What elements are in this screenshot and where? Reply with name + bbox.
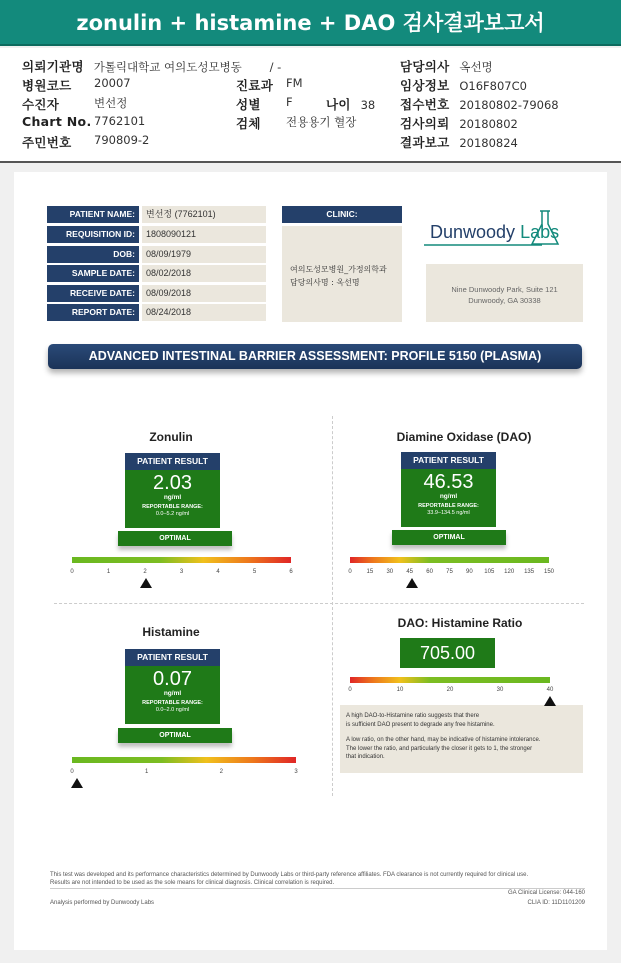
receive-date-value: 08/09/2018 bbox=[142, 285, 266, 302]
dao-value: 46.53 bbox=[423, 471, 474, 493]
logo-labs: Labs bbox=[520, 222, 560, 242]
zonulin-title: Zonulin bbox=[149, 430, 193, 444]
requisition-id-value: 1808090121 bbox=[142, 226, 266, 243]
requesting-org: 가톨릭대학교 여의도성모병동 bbox=[93, 60, 242, 74]
label-resident-no: 주민번호 bbox=[22, 135, 72, 150]
ratio-tick-label: 30 bbox=[496, 687, 504, 693]
dao-tick-label: 75 bbox=[446, 569, 453, 575]
sample-date-label: SAMPLE DATE: bbox=[47, 265, 139, 282]
chart-no: 7762101 bbox=[94, 114, 146, 128]
histamine-result-label: PATIENT RESULT bbox=[125, 649, 220, 666]
sample-date-value: 08/02/2018 bbox=[142, 265, 266, 282]
report-date-value: 08/24/2018 bbox=[142, 304, 266, 321]
zonulin-result-label: PATIENT RESULT bbox=[125, 453, 220, 470]
zonulin-tick-label: 5 bbox=[252, 569, 257, 575]
patient: 변선정 bbox=[94, 96, 128, 110]
label-requesting-org: 의뢰기관명 bbox=[22, 59, 84, 74]
histamine-tick-label: 0 bbox=[70, 769, 74, 775]
histamine-value: 0.07 bbox=[153, 668, 192, 690]
ratio-range-bar bbox=[350, 677, 550, 683]
dao-tick-label: 105 bbox=[484, 569, 495, 575]
sex: F bbox=[286, 95, 293, 109]
label-request-date: 검사의뢰 bbox=[400, 116, 450, 131]
dao-tick-label: 30 bbox=[386, 569, 394, 575]
dao-result-box bbox=[401, 469, 496, 527]
dao-tick-label: 135 bbox=[524, 569, 535, 575]
ratio-explanation bbox=[340, 705, 583, 773]
zonulin-result-box bbox=[125, 470, 220, 528]
ratio-tick-label: 10 bbox=[396, 687, 404, 693]
receive-date-label: RECEIVE DATE: bbox=[47, 285, 139, 302]
ratio-tick-label: 20 bbox=[446, 687, 454, 693]
accession: 20180802-79068 bbox=[459, 98, 559, 112]
histamine-tick-label: 3 bbox=[294, 769, 298, 775]
ratio-value: 705.00 bbox=[400, 638, 495, 668]
flask-icon bbox=[530, 208, 560, 248]
zonulin-range-label: REPORTABLE RANGE: bbox=[142, 504, 203, 510]
horizontal-divider bbox=[54, 603, 584, 604]
specimen: 전용용기 혈장 bbox=[286, 115, 357, 129]
ratio-title: DAO: Histamine Ratio bbox=[397, 616, 523, 630]
patient-name-label: PATIENT NAME: bbox=[47, 206, 139, 223]
dao-tick-label: 60 bbox=[426, 569, 433, 575]
ratio-note-3: A low ratio, on the other hand, may be indicative of histamine intolerance. bbox=[346, 737, 541, 743]
zonulin-range-bar bbox=[72, 557, 291, 563]
resident-no: 790809-2 bbox=[94, 133, 150, 147]
label-patient: 수진자 bbox=[22, 97, 60, 112]
zonulin-tick-label: 4 bbox=[216, 569, 220, 575]
label-clinical-info: 임상정보 bbox=[400, 78, 450, 93]
disclaimer-line-2: Results are not intended to be used as the sole means for clinical diagnosis. Clinical correlation is required. bbox=[50, 880, 335, 886]
clinic-physician: 담당의사명 : 옥선명 bbox=[290, 278, 360, 287]
ratio-tick-label: 40 bbox=[546, 687, 554, 693]
histamine-tick-label: 1 bbox=[144, 769, 149, 775]
dao-result-marker-icon bbox=[406, 578, 418, 588]
request-date: 20180802 bbox=[459, 117, 518, 131]
report-date-label: REPORT DATE: bbox=[47, 304, 139, 321]
zonulin-tick-label: 1 bbox=[106, 569, 111, 575]
lab-address-line1: Nine Dunwoody Park, Suite 121 bbox=[451, 285, 558, 294]
dao-range: 33.9–134.5 ng/ml bbox=[427, 510, 470, 516]
clinic-box bbox=[282, 226, 402, 322]
disclaimer bbox=[50, 871, 590, 887]
disclaimer-line-1: This test was developed and its performance characteristics determined by Dunwoody Labs or third-party reference affiliates. FDA clearance is not currently required for clinical use. bbox=[50, 872, 529, 878]
zonulin-tick-label: 2 bbox=[143, 569, 147, 575]
dao-title: Diamine Oxidase (DAO) bbox=[396, 430, 532, 444]
label-hospital-code: 병원코드 bbox=[22, 78, 72, 93]
label-physician: 담당의사 bbox=[400, 59, 450, 74]
label-report-date: 결과보고 bbox=[400, 135, 450, 150]
dao-tick-label: 120 bbox=[504, 569, 515, 575]
histamine-result-box bbox=[125, 666, 220, 724]
lab-address bbox=[426, 264, 583, 322]
clinic-name: 여의도성모병원_가정의학과 bbox=[290, 265, 387, 274]
clinic-label: CLINIC: bbox=[282, 206, 402, 223]
lab-address-line2: Dunwoody, GA 30338 bbox=[468, 296, 541, 305]
hospital-code: 20007 bbox=[94, 76, 131, 90]
histamine-tick-label: 2 bbox=[219, 769, 223, 775]
zonulin-range: 0.0–5.2 ng/ml bbox=[155, 511, 190, 517]
ratio-tick-label: 0 bbox=[348, 687, 352, 693]
zonulin-value: 2.03 bbox=[153, 472, 192, 494]
label-sex: 성별 bbox=[236, 97, 261, 112]
dao-tick-label: 45 bbox=[406, 569, 414, 575]
zonulin-tick-label: 3 bbox=[179, 569, 184, 575]
label-chart-no: Chart No. bbox=[22, 114, 92, 129]
dao-range-bar bbox=[350, 557, 549, 563]
ratio-note-4: The lower the ratio, and particularly the closer it gets to 1, the stronger bbox=[346, 745, 533, 752]
assessment-banner: ADVANCED INTESTINAL BARRIER ASSESSMENT: PROFILE 5150 (PLASMA) bbox=[48, 344, 582, 369]
ratio-note-1: A high DAO-to-Histamine ratio suggests that there bbox=[346, 713, 480, 719]
report-title: zonulin + histamine + DAO 검사결과보고서 bbox=[0, 0, 621, 46]
vertical-divider bbox=[332, 416, 333, 796]
histamine-result-marker-icon bbox=[71, 778, 83, 788]
dao-tick-label: 150 bbox=[543, 569, 555, 575]
zonulin-status: OPTIMAL bbox=[118, 531, 232, 546]
age: 38 bbox=[360, 98, 376, 112]
ga-license: GA Clinical License: 044-160 bbox=[507, 890, 585, 896]
histamine-status: OPTIMAL bbox=[118, 728, 232, 743]
label-department: 진료과 bbox=[236, 78, 274, 93]
ratio-note-2: is sufficient DAO present to degrade any free histamine. bbox=[346, 721, 495, 728]
label-age: 나이 bbox=[326, 97, 351, 112]
lab-report-page bbox=[14, 172, 607, 950]
histamine-range-bar bbox=[72, 757, 296, 763]
histamine-range-label: REPORTABLE RANGE: bbox=[142, 700, 203, 706]
dao-tick-label: 0 bbox=[348, 569, 352, 575]
dob-label: DOB: bbox=[47, 246, 139, 263]
dob-value: 08/09/1979 bbox=[142, 246, 266, 263]
analysis-performed: Analysis performed by Dunwoody Labs bbox=[50, 900, 155, 906]
requisition-id-label: REQUISITION ID: bbox=[47, 226, 139, 243]
clinical-info: O16F807C0 bbox=[459, 79, 527, 93]
label-accession: 접수번호 bbox=[400, 97, 450, 112]
label-specimen: 검체 bbox=[236, 116, 261, 131]
zonulin-unit: ng/ml bbox=[163, 494, 182, 501]
dao-result-label: PATIENT RESULT bbox=[401, 452, 496, 469]
request-header bbox=[0, 48, 621, 163]
ratio-result-marker-icon bbox=[544, 696, 556, 706]
histamine-range: 0.0–2.0 ng/ml bbox=[155, 707, 190, 713]
logo-name: Dunwoody bbox=[430, 222, 516, 242]
zonulin-tick-label: 0 bbox=[70, 569, 74, 575]
patient-name-value: 변선정 (7762101) bbox=[142, 206, 266, 223]
dao-range-label: REPORTABLE RANGE: bbox=[418, 503, 479, 509]
dao-tick-label: 15 bbox=[366, 569, 374, 575]
dao-status: OPTIMAL bbox=[392, 530, 506, 545]
zonulin-tick-label: 6 bbox=[289, 569, 293, 575]
clia-id: CLIA ID: 11D1101209 bbox=[527, 900, 585, 906]
histamine-unit: ng/ml bbox=[163, 690, 182, 697]
zonulin-result-marker-icon bbox=[140, 578, 152, 588]
department: FM bbox=[286, 76, 303, 90]
dao-unit: ng/ml bbox=[439, 493, 458, 500]
report-date: 20180824 bbox=[459, 136, 518, 150]
physician: 옥선명 bbox=[459, 60, 493, 74]
requesting-org-dept: / - bbox=[269, 60, 282, 74]
dao-tick-label: 90 bbox=[466, 569, 473, 575]
ratio-note-5: that indication. bbox=[346, 754, 385, 760]
histamine-title: Histamine bbox=[142, 625, 200, 639]
